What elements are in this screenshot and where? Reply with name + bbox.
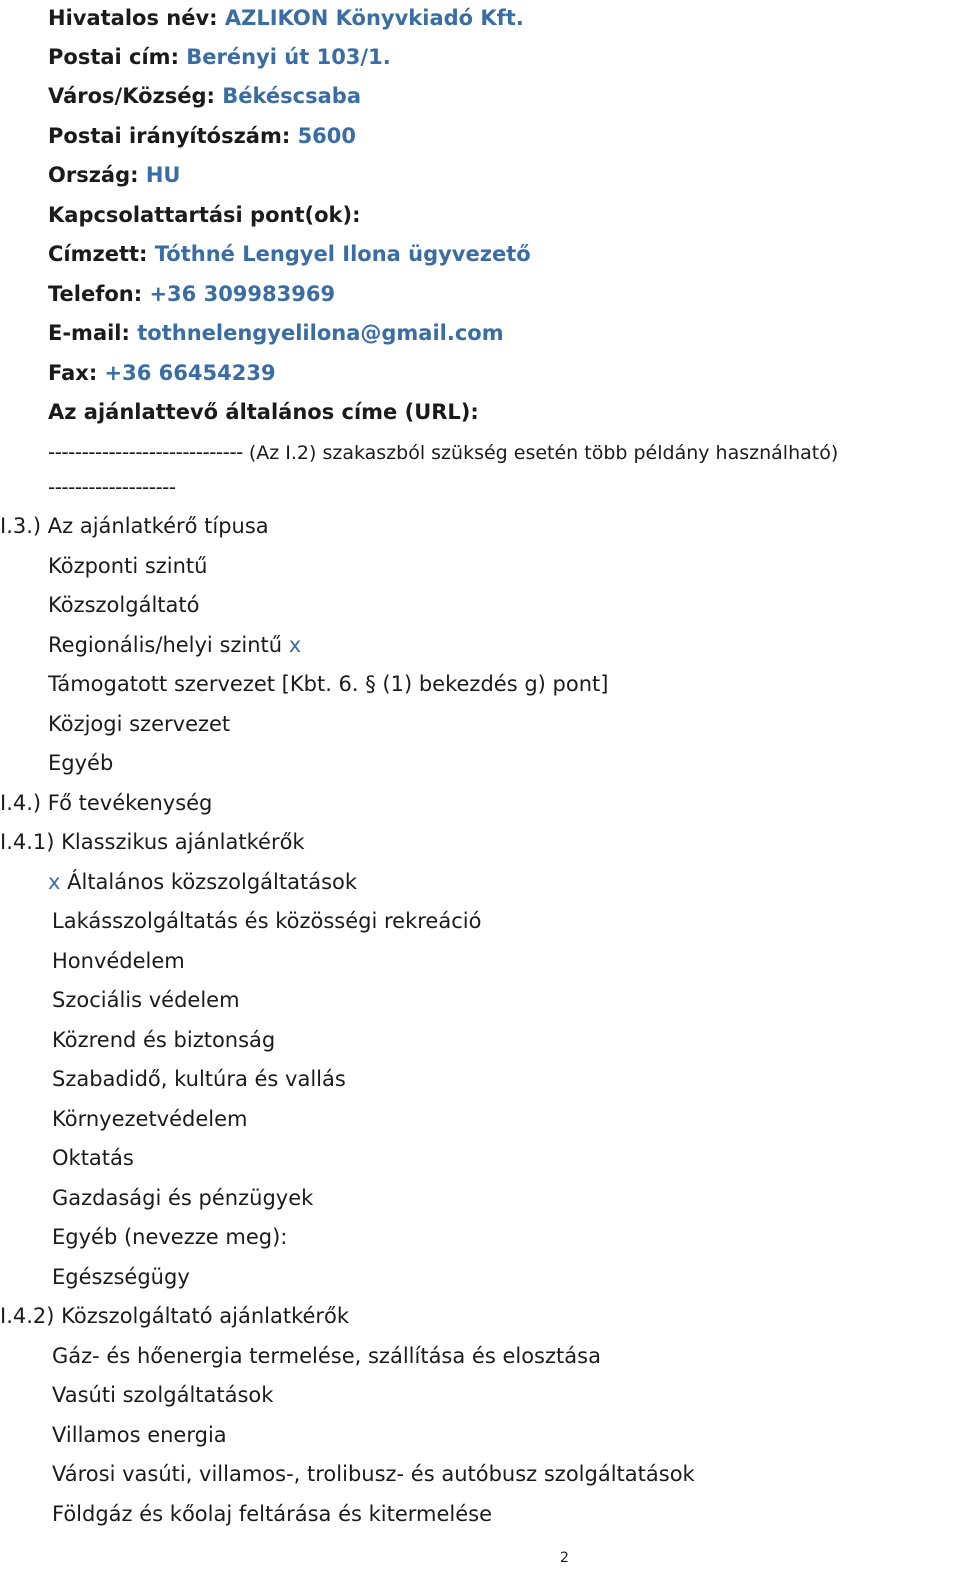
- item-label: Általános közszolgáltatások: [67, 870, 358, 894]
- postal-address-label: Postai cím:: [48, 45, 179, 69]
- section-i42-heading: I.4.2) Közszolgáltató ajánlatkérők: [0, 1304, 350, 1328]
- item-label: Támogatott szervezet [Kbt. 6. § (1) bekezdés g) pont]: [48, 672, 609, 696]
- section-i41-heading: I.4.1) Klasszikus ajánlatkérők: [0, 830, 305, 854]
- official-name-line: [48, 0, 524, 36]
- item-label: Közrend és biztonság: [52, 1028, 276, 1052]
- list-item: [52, 1377, 273, 1413]
- zip-line: [48, 118, 356, 154]
- list-item: [52, 1180, 313, 1216]
- list-item: [48, 548, 207, 584]
- page-number: 2: [560, 1550, 569, 1566]
- list-item: [48, 587, 199, 623]
- list-item: [48, 745, 113, 781]
- item-label: Egyéb (nevezze meg):: [52, 1225, 288, 1249]
- separator-dashes: -----------------------------: [48, 440, 243, 464]
- item-label: Közszolgáltató: [48, 593, 200, 617]
- phone-value: +36 309983969: [149, 282, 336, 306]
- official-name-value: AZLIKON Könyvkiadó Kft.: [224, 6, 524, 30]
- item-label: Központi szintű: [48, 554, 208, 578]
- phone-line: [48, 276, 335, 312]
- item-label: Villamos energia: [52, 1423, 227, 1447]
- list-item: [52, 1061, 346, 1097]
- section-i4-heading: I.4.) Fő tevékenység: [0, 791, 213, 815]
- item-label: Szabadidő, kultúra és vallás: [52, 1067, 346, 1091]
- url-line: [48, 394, 479, 430]
- item-label: Honvédelem: [52, 949, 185, 973]
- list-item: [52, 1417, 227, 1453]
- separator-line: [48, 434, 838, 470]
- fax-line: [48, 355, 276, 391]
- country-line: [48, 157, 181, 193]
- official-name-label: Hivatalos név:: [48, 6, 218, 30]
- phone-label: Telefon:: [48, 282, 143, 306]
- separator-dashes-2: -------------------: [48, 475, 176, 499]
- list-item: [52, 1140, 134, 1176]
- item-label: Egészségügy: [52, 1265, 190, 1289]
- list-item: [52, 1022, 275, 1058]
- item-label: Gáz- és hőenergia termelése, szállítása és elosztása: [52, 1344, 601, 1368]
- item-label: Szociális védelem: [52, 988, 240, 1012]
- addressee-label: Címzett:: [48, 242, 148, 266]
- country-value: HU: [145, 163, 181, 187]
- separator-line-2: [48, 469, 176, 505]
- list-item: [52, 1101, 247, 1137]
- item-label: Városi vasúti, villamos-, trolibusz- és autóbusz szolgáltatások: [52, 1462, 695, 1486]
- list-item: [48, 706, 230, 742]
- item-label: Regionális/helyi szintű: [48, 633, 283, 657]
- url-label: Az ajánlattevő általános címe (URL):: [48, 400, 479, 424]
- list-item: [52, 1338, 601, 1374]
- fax-label: Fax:: [48, 361, 98, 385]
- list-item: [52, 1456, 695, 1492]
- contact-points-line: [48, 197, 360, 233]
- item-label: Közjogi szervezet: [48, 712, 231, 736]
- zip-label: Postai irányítószám:: [48, 124, 291, 148]
- separator-note: (Az I.2) szakaszból szükség esetén több példány használható): [248, 442, 839, 464]
- postal-address-line: [48, 39, 391, 75]
- city-label: Város/Község:: [48, 84, 215, 108]
- section-i3-heading: I.3.) Az ajánlatkérő típusa: [0, 514, 269, 538]
- addressee-line: [48, 236, 531, 272]
- contact-points-label: Kapcsolattartási pont(ok):: [48, 203, 361, 227]
- list-item: [52, 982, 240, 1018]
- city-value: Békéscsaba: [222, 84, 361, 108]
- email-value[interactable]: tothnelengyelilona@gmail.com: [137, 321, 504, 345]
- email-label: E-mail:: [48, 321, 130, 345]
- fax-value: +36 66454239: [104, 361, 276, 385]
- city-line: [48, 78, 361, 114]
- postal-address-value: Berényi út 103/1.: [186, 45, 391, 69]
- item-label: Gazdasági és pénzügyek: [52, 1186, 314, 1210]
- list-item: [52, 1259, 190, 1295]
- item-label: Oktatás: [52, 1146, 134, 1170]
- item-label: Vasúti szolgáltatások: [52, 1383, 274, 1407]
- list-item: [48, 627, 301, 663]
- addressee-value: Tóthné Lengyel Ilona ügyvezető: [154, 242, 531, 266]
- item-label: Egyéb: [48, 751, 114, 775]
- item-label: Lakásszolgáltatás és közösségi rekreáció: [52, 909, 482, 933]
- selection-mark: x: [288, 633, 302, 657]
- list-item: [52, 1496, 492, 1532]
- list-item: [48, 864, 357, 900]
- selection-mark: x: [48, 870, 61, 894]
- item-label: Földgáz és kőolaj feltárása és kitermelése: [52, 1502, 493, 1526]
- list-item: [52, 1219, 287, 1255]
- list-item: [52, 903, 481, 939]
- list-item: [48, 666, 608, 702]
- email-line: [48, 315, 504, 351]
- country-label: Ország:: [48, 163, 139, 187]
- list-item: [52, 943, 185, 979]
- zip-value: 5600: [297, 124, 357, 148]
- item-label: Környezetvédelem: [52, 1107, 248, 1131]
